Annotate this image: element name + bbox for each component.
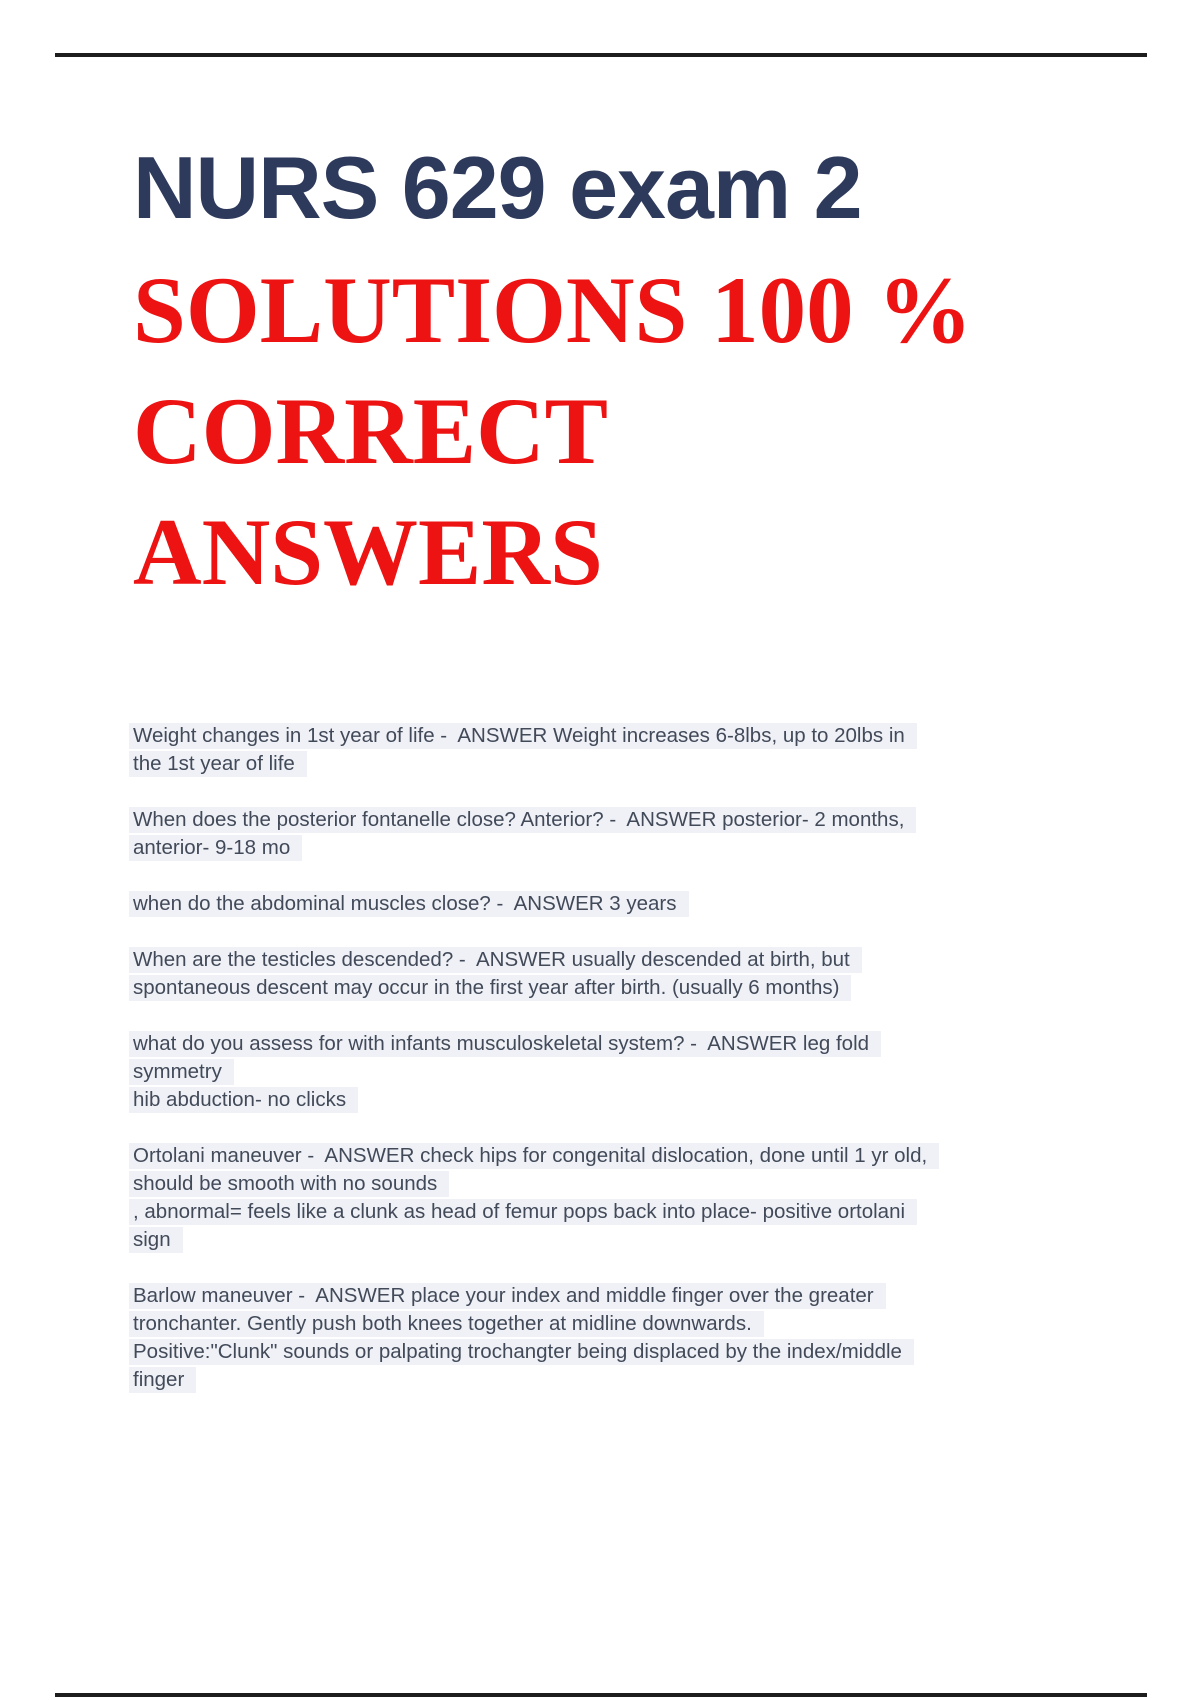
- qa-line-text: When are the testicles descended? - ANSWER usually descended at birth, but: [129, 947, 862, 973]
- qa-line: [133, 1198, 1013, 1226]
- qa-line: [133, 1170, 1013, 1198]
- bottom-rule: [55, 1693, 1147, 1697]
- qa-line-text: finger: [129, 1367, 196, 1393]
- qa-line: [133, 1030, 1013, 1058]
- qa-paragraph: [133, 806, 1013, 862]
- page-title: NURS 629 exam 2: [133, 138, 862, 237]
- qa-line-text: the 1st year of life: [129, 751, 307, 777]
- qa-line: [133, 750, 1013, 778]
- qa-line-text: Weight changes in 1st year of life - ANSWER Weight increases 6-8lbs, up to 20lbs in: [129, 723, 917, 749]
- top-rule: [55, 53, 1147, 57]
- qa-line: [133, 806, 1013, 834]
- qa-paragraph: [133, 722, 1013, 778]
- qa-line-text: sign: [129, 1227, 183, 1253]
- qa-line: [133, 1226, 1013, 1254]
- qa-paragraph: [133, 1142, 1013, 1254]
- qa-line-text: Positive:"Clunk" sounds or palpating trochangter being displaced by the index/middle: [129, 1339, 914, 1365]
- qa-line: [133, 1142, 1013, 1170]
- qa-line: [133, 974, 1013, 1002]
- qa-line-text: Barlow maneuver - ANSWER place your index and middle finger over the greater: [129, 1283, 886, 1309]
- qa-line: [133, 1086, 1013, 1114]
- qa-paragraph: [133, 1282, 1013, 1394]
- qa-paragraph: [133, 890, 1013, 918]
- qa-line: [133, 1310, 1013, 1338]
- qa-paragraph: [133, 946, 1013, 1002]
- qa-line-text: When does the posterior fontanelle close? Anterior? - ANSWER posterior- 2 months,: [129, 807, 916, 833]
- qa-line: [133, 1366, 1013, 1394]
- qa-line-text: spontaneous descent may occur in the first year after birth. (usually 6 months): [129, 975, 851, 1001]
- qa-line: [133, 834, 1013, 862]
- qa-line-text: hib abduction- no clicks: [129, 1087, 358, 1113]
- qa-line-text: what do you assess for with infants musculoskeletal system? - ANSWER leg fold: [129, 1031, 881, 1057]
- qa-line-text: tronchanter. Gently push both knees together at midline downwards.: [129, 1311, 764, 1337]
- qa-line-text: should be smooth with no sounds: [129, 1171, 449, 1197]
- qa-line-text: , abnormal= feels like a clunk as head of femur pops back into place- positive ortolani: [129, 1199, 917, 1225]
- title-block: [133, 126, 1083, 613]
- qa-line: [133, 1282, 1013, 1310]
- qa-line: [133, 722, 1013, 750]
- qa-line-text: anterior- 9-18 mo: [129, 835, 302, 861]
- qa-list: [133, 722, 1013, 1422]
- qa-line-text: Ortolani maneuver - ANSWER check hips for congenital dislocation, done until 1 yr old,: [129, 1143, 939, 1169]
- qa-paragraph: [133, 1030, 1013, 1114]
- subtitle-line-3: ANSWERS: [133, 499, 603, 605]
- qa-line: [133, 1058, 1013, 1086]
- subtitle-line-2: CORRECT: [133, 378, 609, 484]
- qa-line: [133, 890, 1013, 918]
- qa-line-text: when do the abdominal muscles close? - ANSWER 3 years: [129, 891, 689, 917]
- qa-line: [133, 1338, 1013, 1366]
- qa-line-text: symmetry: [129, 1059, 234, 1085]
- subtitle-line-1: SOLUTIONS 100 %: [133, 257, 973, 363]
- qa-line: [133, 946, 1013, 974]
